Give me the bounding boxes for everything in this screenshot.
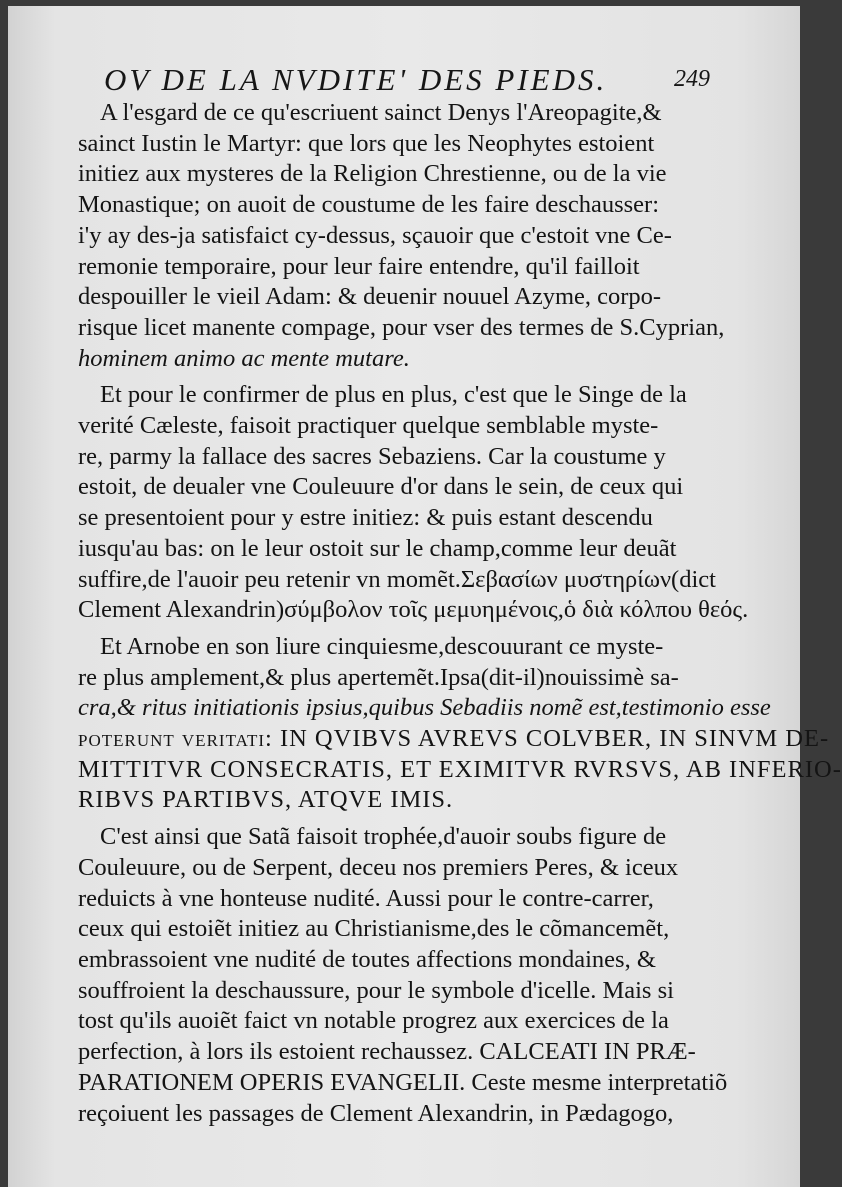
text-line: estoit, de deualer vne Couleuure d'or dans le sein, de ceux qui [78,473,684,501]
text-line: initiez aux mysteres de la Religion Chrestienne, ou de la vie [78,160,667,188]
text-line: reduicts à vne honteuse nudité. Aussi pour le contre-carrer, [78,884,654,912]
page-number: 249 [674,66,710,92]
text-line: MITTITVR CONSECRATIS, ET EXIMITVR RVRSVS, AB INFERIO- [78,755,842,783]
text-line: suffire,de l'auoir peu retenir vn momẽt.Σεβασίων μυστηρίων(dict [78,565,716,593]
text-line: Et pour le confirmer de plus en plus, c'est que le Singe de la [100,381,687,409]
text-line: ceux qui estoiẽt initiez au Christianisme,des le cõmancemẽt, [78,915,670,943]
text-line: i'y ay des-ja satisfaict cy-dessus, sçauoir que c'estoit vne Ce- [78,221,672,249]
text-line: PARATIONEM OPERIS EVANGELII. Ceste mesme interpretatiõ [78,1068,728,1096]
book-page [8,6,842,1187]
text-line: hominem animo ac mente mutare. [78,344,410,372]
text-line: embrassoient vne nudité de toutes affections mondaines, & [78,945,656,973]
paragraph-4 [78,822,728,1129]
text-line: Monastique; on auoit de coustume de les faire deschausser: [78,191,660,219]
text-line: tost qu'ils auoiẽt faict vn notable progrez aux exercices de la [78,1007,669,1035]
paragraph-2 [78,380,749,626]
text-line: re plus amplement,& plus apertemẽt.Ipsa(dit-il)nouissimè sa- [78,663,679,691]
paragraph-3 [78,632,842,816]
text-line: souffroient la deschaussure, pour le symbole d'icelle. Mais si [78,976,674,1004]
text-line: perfection, à lors ils estoient rechaussez. CALCEATI IN PRÆ- [78,1038,696,1066]
text-line: se presentoient pour y estre initiez: & puis estant descendu [78,504,653,532]
text-line: RIBVS PARTIBVS, ATQVE IMIS. [78,786,454,814]
text-line: poterunt veritati: IN QVIBVS AVREVS COLVBER, IN SINVM DE- [78,725,830,753]
text-line: re, parmy la fallace des sacres Sebaziens. Car la coustume y [78,442,666,470]
text-line: risque licet manente compage, pour vser des termes de S.Cyprian, [78,313,725,341]
text-line: A l'esgard de ce qu'escriuent sainct Denys l'Areopagite,& [100,99,662,126]
text-line: verité Cæleste, faisoit practiquer quelque semblable myste- [78,412,659,440]
text-line: remonie temporaire, pour leur faire entendre, qu'il failloit [78,252,640,280]
text-line: reçoiuent les passages de Clement Alexandrin, in Pædagogo, [78,1099,674,1127]
text-body [78,98,842,1129]
text-line: C'est ainsi que Satã faisoit trophée,d'auoir soubs figure de [100,823,667,851]
text-line: Couleuure, ou de Serpent, deceu nos premiers Peres, & iceux [78,853,679,881]
paragraph-1 [78,98,725,374]
text-line: cra,& ritus initiationis ipsius,quibus Sebadiis nomẽ est,testimonio esse [78,694,771,722]
running-title: OV DE LA NVDITE' DES PIEDS. [104,62,608,97]
text-line: Clement Alexandrin)σύμβολον τοῖς μεμυημένοις,ὁ διὰ κόλπου θεός. [78,596,749,624]
text-line: iusqu'au bas: on le leur ostoit sur le champ,comme leur deuãt [78,534,677,562]
text-line: sainct Iustin le Martyr: que lors que les Neophytes estoient [78,129,655,157]
text-line: Et Arnobe en son liure cinquiesme,descouurant ce myste- [100,632,664,660]
text-line: despouiller le vieil Adam: & deuenir nouuel Azyme, corpo- [78,283,662,311]
